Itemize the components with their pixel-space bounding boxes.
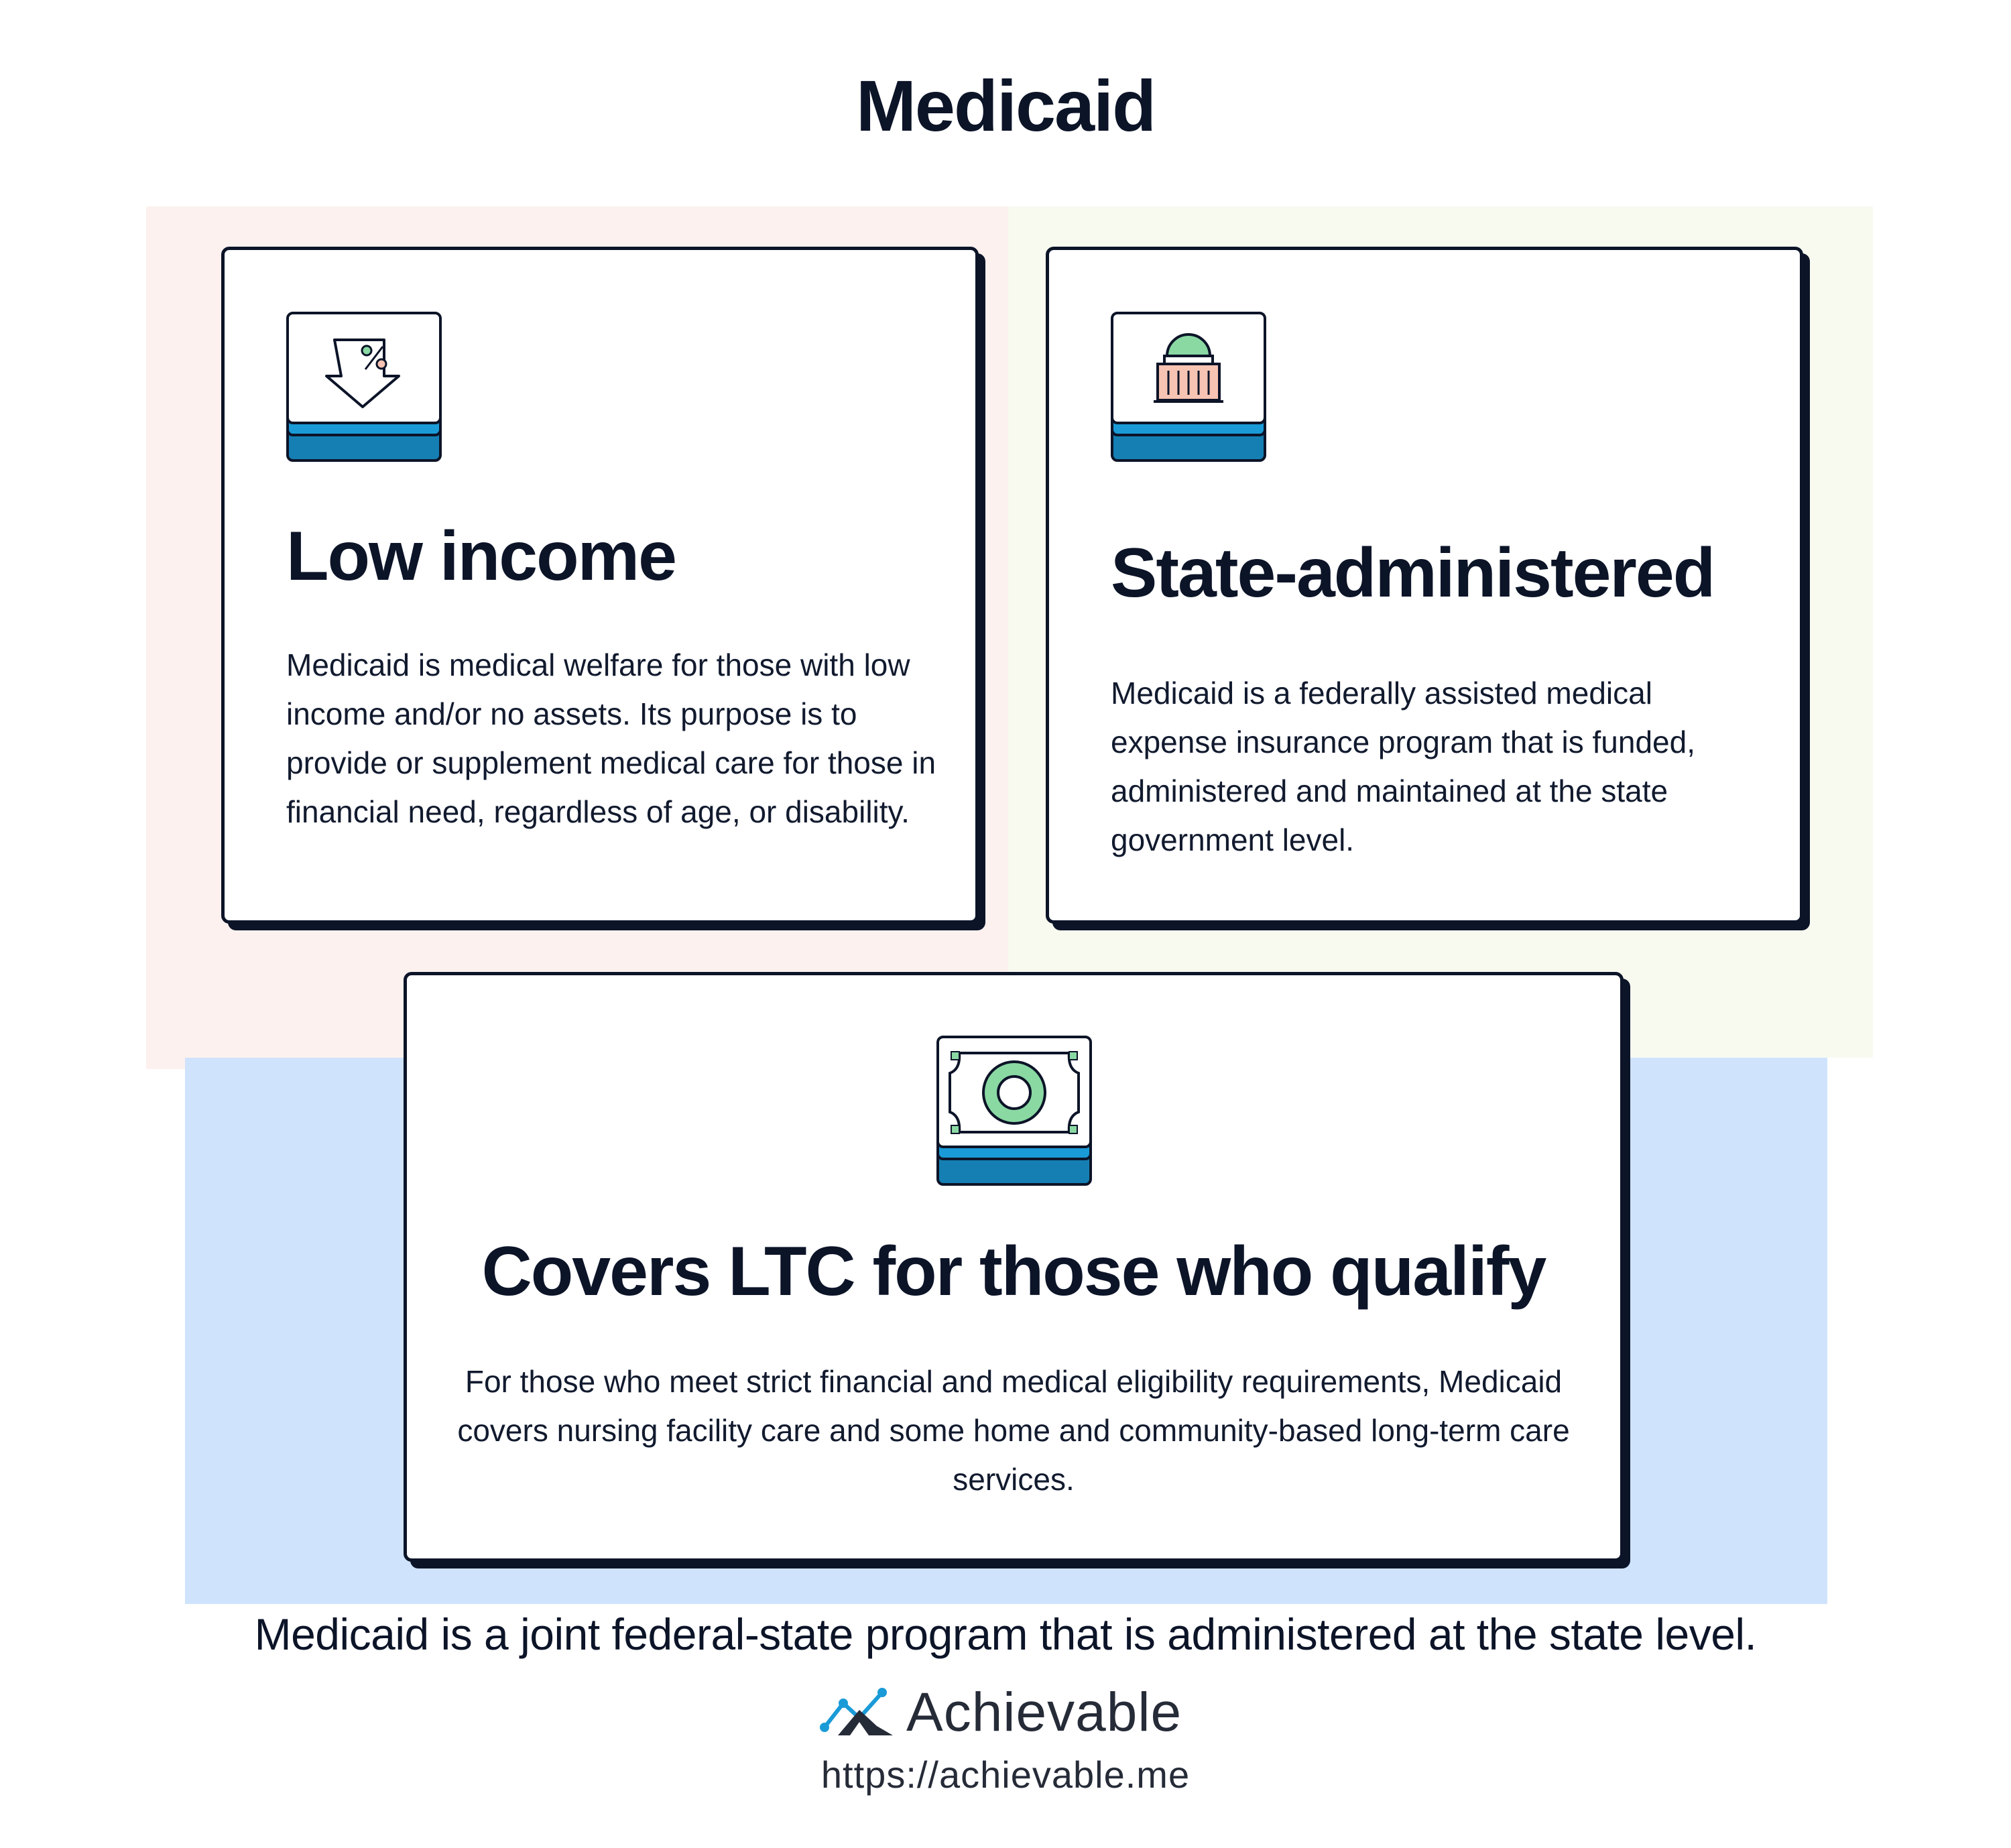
card-heading: Low income	[286, 517, 676, 595]
card-body: Medicaid is a federally assisted medical expense insurance program that is funded, administered and maintained at the state government level.	[1111, 676, 1695, 857]
price-drop-percent-icon	[286, 312, 442, 463]
summary-text: Medicaid is a joint federal-state program that is administered at the state level.	[254, 1609, 1757, 1659]
money-bill-icon	[936, 1036, 1092, 1187]
brand	[818, 1679, 1182, 1746]
card-heading: Covers LTC for those who qualify	[481, 1233, 1546, 1310]
card-heading: State-administered	[1111, 534, 1715, 612]
card-body: For those who meet strict financial and medical eligibility requirements, Medicaid covers nursing facility care and some home and community-based long-term care services.	[457, 1364, 1570, 1497]
brand-url: https://achievable.me	[820, 1753, 1191, 1796]
page-title: Medicaid	[855, 65, 1156, 146]
achievable-logo-icon	[818, 1686, 897, 1739]
card-state-administered	[1046, 247, 1803, 924]
brand-name: Achievable	[906, 1682, 1182, 1743]
card-covers-ltc	[404, 972, 1624, 1562]
capitol-building-icon	[1111, 312, 1266, 463]
card-low-income	[221, 247, 979, 924]
card-body: Medicaid is medical welfare for those with low income and/or no assets. Its purpose is to provide or supplement medical care for those in financial need, regardless of age, or disability.	[286, 648, 936, 829]
